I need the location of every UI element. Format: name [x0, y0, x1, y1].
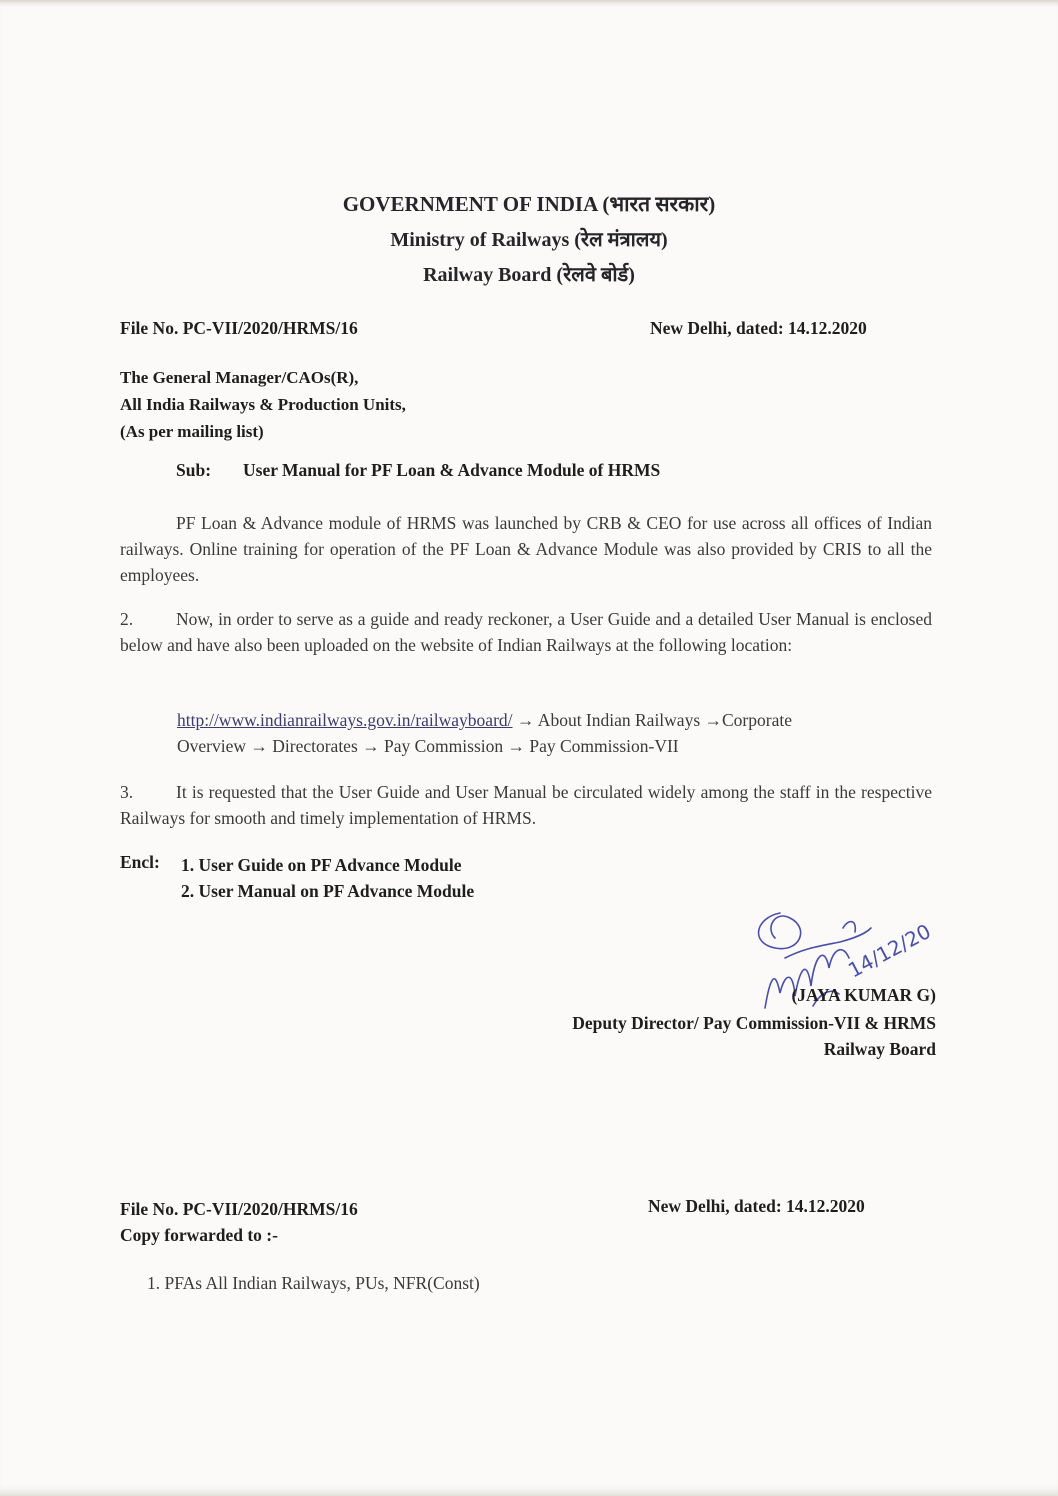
addressee-line-2: All India Railways & Production Units, [120, 395, 406, 414]
copy-date: New Delhi, dated: 14.12.2020 [648, 1196, 865, 1216]
subject-text: User Manual for PF Loan & Advance Module of HRMS [243, 460, 661, 480]
header-board: Railway Board (रेलवे बोर्ड) [423, 264, 635, 286]
handwritten-date: 14/12/20 [844, 919, 935, 983]
subject-label: Sub: [176, 460, 212, 480]
addressee-line-1: The General Manager/CAOs(R), [120, 368, 359, 387]
enclosure-item: 2. User Manual on PF Advance Module [181, 881, 475, 901]
signatory-office: Railway Board [823, 1039, 936, 1059]
navigation-path-1: → About Indian Railways →Corporate [512, 710, 792, 730]
signatory-block [400, 1010, 936, 1062]
header-government: GOVERNMENT OF INDIA (भारत सरकार) [342, 192, 716, 216]
paragraph-2-number: 2. [120, 609, 134, 629]
paragraph-2 [120, 606, 932, 658]
enclosure-list [181, 852, 474, 904]
signatory-name: (JAYA KUMAR G) [791, 985, 936, 1005]
file-number: File No. PC-VII/2020/HRMS/16 [120, 318, 358, 338]
copy-header [120, 1196, 358, 1248]
paragraph-3-number: 3. [120, 782, 134, 802]
date: New Delhi, dated: 14.12.2020 [650, 318, 867, 338]
addressee [120, 364, 406, 445]
enclosure-label: Encl: [120, 852, 160, 872]
website-location [177, 707, 937, 759]
copy-recipient: 1. PFAs All Indian Railways, PUs, NFR(Const) [147, 1273, 480, 1293]
enclosure-item: 1. User Guide on PF Advance Module [181, 855, 462, 875]
copy-forwarded-label: Copy forwarded to :- [120, 1225, 278, 1245]
paragraph-3 [120, 779, 932, 831]
header-ministry: Ministry of Railways (रेल मंत्रालय) [390, 229, 668, 251]
signatory-designation: Deputy Director/ Pay Commission-VII & HRMS [572, 1013, 936, 1033]
website-link[interactable]: http://www.indianrailways.gov.in/railwayboard/ [177, 710, 513, 730]
addressee-line-3: (As per mailing list) [120, 422, 264, 441]
paragraph-3-text: It is requested that the User Guide and User Manual be circulated widely among the staff in the respective Railways for smooth and timely implementation of HRMS. [120, 782, 932, 828]
paragraph-2-text: Now, in order to serve as a guide and ready reckoner, a User Guide and a detailed User Manual is enclosed below and have also been uploaded on the website of Indian Railways at the following location: [120, 609, 932, 655]
paragraph-1: PF Loan & Advance module of HRMS was launched by CRB & CEO for use across all offices of Indian railways. Online training for operation of the PF Loan & Advance Module was also provided by CRIS to all the employees. [120, 513, 932, 585]
navigation-path-2: Overview → Directorates → Pay Commission → Pay Commission-VII [177, 736, 679, 756]
copy-file-number: File No. PC-VII/2020/HRMS/16 [120, 1199, 358, 1219]
